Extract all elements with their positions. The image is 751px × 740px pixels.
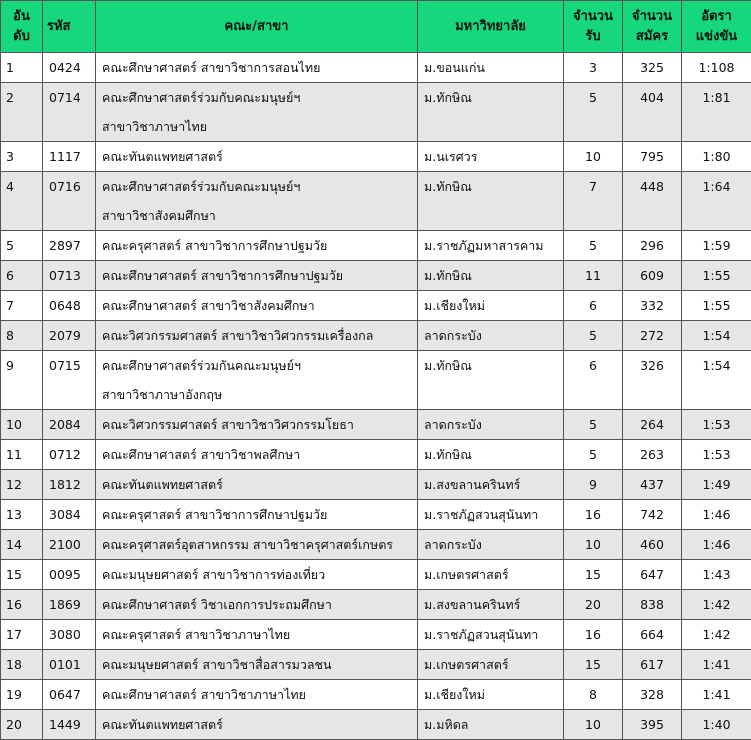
faculty-line: คณะวิศวกรรมศาสตร์ สาขาวิชาวิศวกรรมโยธา — [102, 410, 417, 439]
faculty-cell — [96, 440, 418, 470]
faculty-line: สาขาวิชาภาษาไทย — [102, 112, 417, 141]
ratio-cell: 1:55 — [682, 291, 751, 321]
quota-cell: 11 — [564, 261, 623, 291]
faculty-cell — [96, 53, 418, 83]
code-cell: 0095 — [43, 560, 96, 590]
university-cell: ลาดกระบัง — [418, 410, 564, 440]
table-row — [1, 321, 751, 351]
rank-cell: 9 — [1, 351, 43, 410]
faculty-cell — [96, 261, 418, 291]
table-row — [1, 500, 751, 530]
applicants-cell: 838 — [623, 590, 682, 620]
applicants-cell: 328 — [623, 680, 682, 710]
table-row — [1, 650, 751, 680]
quota-cell: 5 — [564, 440, 623, 470]
applicants-cell: 272 — [623, 321, 682, 351]
faculty-line: คณะครุศาสตร์ สาขาวิชาภาษาไทย — [102, 620, 417, 649]
faculty-cell — [96, 500, 418, 530]
faculty-line: คณะศึกษาศาสตร์ สาขาวิชาการศึกษาปฐมวัย — [102, 261, 417, 290]
applicants-cell: 395 — [623, 710, 682, 740]
quota-cell: 6 — [564, 351, 623, 410]
quota-cell: 20 — [564, 590, 623, 620]
university-cell: ม.มหิดล — [418, 710, 564, 740]
rank-cell: 5 — [1, 231, 43, 261]
faculty-line: สาขาวิชาภาษาอังกฤษ — [102, 380, 417, 409]
university-cell: ม.ทักษิณ — [418, 440, 564, 470]
header-university: มหาวิทยาลัย — [418, 1, 564, 53]
faculty-cell — [96, 710, 418, 740]
faculty-cell — [96, 291, 418, 321]
applicants-cell: 296 — [623, 231, 682, 261]
rank-cell: 6 — [1, 261, 43, 291]
applicants-cell: 609 — [623, 261, 682, 291]
faculty-line: คณะศึกษาศาสตร์ร่วมกับคณะมนุษย์ฯ — [102, 83, 417, 112]
faculty-line: คณะวิศวกรรมศาสตร์ สาขาวิชาวิศวกรรมเครื่องกล — [102, 321, 417, 350]
code-cell: 2084 — [43, 410, 96, 440]
applicants-cell: 332 — [623, 291, 682, 321]
quota-cell: 9 — [564, 470, 623, 500]
faculty-cell — [96, 470, 418, 500]
applicants-cell: 448 — [623, 172, 682, 231]
applicants-cell: 647 — [623, 560, 682, 590]
code-cell: 0713 — [43, 261, 96, 291]
rank-cell: 8 — [1, 321, 43, 351]
faculty-cell — [96, 172, 418, 231]
faculty-line: คณะทันตแพทยศาสตร์ — [102, 470, 417, 499]
quota-cell: 5 — [564, 231, 623, 261]
university-cell: ม.ทักษิณ — [418, 172, 564, 231]
ratio-cell: 1:59 — [682, 231, 751, 261]
ratio-cell: 1:54 — [682, 351, 751, 410]
university-cell: ม.เชียงใหม่ — [418, 291, 564, 321]
university-cell: ม.เกษตรศาสตร์ — [418, 560, 564, 590]
faculty-line: คณะศึกษาศาสตร์ วิชาเอกการประถมศึกษา — [102, 590, 417, 619]
table-row — [1, 172, 751, 231]
applicants-cell: 742 — [623, 500, 682, 530]
code-cell: 3084 — [43, 500, 96, 530]
code-cell: 2079 — [43, 321, 96, 351]
faculty-line: คณะทันตแพทยศาสตร์ — [102, 142, 417, 171]
faculty-cell — [96, 680, 418, 710]
code-cell: 1117 — [43, 142, 96, 172]
faculty-cell — [96, 321, 418, 351]
table-row — [1, 231, 751, 261]
table-row — [1, 351, 751, 410]
faculty-line: คณะครุศาสตร์ สาขาวิชาการศึกษาปฐมวัย — [102, 500, 417, 529]
ratio-cell: 1:49 — [682, 470, 751, 500]
faculty-cell — [96, 590, 418, 620]
code-cell: 3080 — [43, 620, 96, 650]
table-row — [1, 710, 751, 740]
quota-cell: 3 — [564, 53, 623, 83]
faculty-line: คณะศึกษาศาสตร์ร่วมกับคณะมนุษย์ฯ — [102, 172, 417, 201]
university-cell: ม.เกษตรศาสตร์ — [418, 650, 564, 680]
university-cell: ม.ทักษิณ — [418, 83, 564, 142]
code-cell: 1869 — [43, 590, 96, 620]
rank-cell: 7 — [1, 291, 43, 321]
header-quota: จำนวน รับ — [564, 1, 623, 53]
applicants-cell: 264 — [623, 410, 682, 440]
applicants-cell: 437 — [623, 470, 682, 500]
rank-cell: 18 — [1, 650, 43, 680]
ratio-cell: 1:53 — [682, 410, 751, 440]
code-cell: 0424 — [43, 53, 96, 83]
table-header — [1, 1, 751, 53]
rank-cell: 15 — [1, 560, 43, 590]
rank-cell: 14 — [1, 530, 43, 560]
applicants-cell: 263 — [623, 440, 682, 470]
faculty-cell — [96, 560, 418, 590]
quota-cell: 10 — [564, 710, 623, 740]
rank-cell: 17 — [1, 620, 43, 650]
table-row — [1, 142, 751, 172]
rank-cell: 12 — [1, 470, 43, 500]
applicants-cell: 460 — [623, 530, 682, 560]
header-rank: อัน ดับ — [1, 1, 43, 53]
faculty-line: คณะทันตแพทยศาสตร์ — [102, 710, 417, 739]
header-applicants: จำนวน สมัคร — [623, 1, 682, 53]
applicants-cell: 664 — [623, 620, 682, 650]
university-cell: ม.นเรศวร — [418, 142, 564, 172]
faculty-cell — [96, 231, 418, 261]
ratio-cell: 1:53 — [682, 440, 751, 470]
quota-cell: 7 — [564, 172, 623, 231]
faculty-line: คณะศึกษาศาสตร์ สาขาวิชาการสอนไทย — [102, 53, 417, 82]
faculty-cell — [96, 83, 418, 142]
quota-cell: 15 — [564, 560, 623, 590]
table-row — [1, 470, 751, 500]
applicants-cell: 404 — [623, 83, 682, 142]
code-cell: 0101 — [43, 650, 96, 680]
ratio-cell: 1:108 — [682, 53, 751, 83]
table-row — [1, 560, 751, 590]
header-faculty: คณะ/สาขา — [96, 1, 418, 53]
header-code: รหัส — [43, 1, 96, 53]
table-row — [1, 440, 751, 470]
faculty-cell — [96, 351, 418, 410]
applicants-cell: 326 — [623, 351, 682, 410]
code-cell: 1812 — [43, 470, 96, 500]
ratio-cell: 1:40 — [682, 710, 751, 740]
ratio-cell: 1:41 — [682, 650, 751, 680]
table-row — [1, 291, 751, 321]
rank-cell: 1 — [1, 53, 43, 83]
university-cell: ม.ราชภัฏสวนสุนันทา — [418, 620, 564, 650]
quota-cell: 5 — [564, 83, 623, 142]
quota-cell: 10 — [564, 142, 623, 172]
quota-cell: 16 — [564, 500, 623, 530]
faculty-cell — [96, 530, 418, 560]
code-cell: 0712 — [43, 440, 96, 470]
faculty-line: คณะศึกษาศาสตร์ สาขาวิชาภาษาไทย — [102, 680, 417, 709]
quota-cell: 5 — [564, 321, 623, 351]
ratio-cell: 1:46 — [682, 530, 751, 560]
ratio-cell: 1:41 — [682, 680, 751, 710]
rank-cell: 10 — [1, 410, 43, 440]
quota-cell: 16 — [564, 620, 623, 650]
table-row — [1, 261, 751, 291]
faculty-line: คณะศึกษาศาสตร์ สาขาวิชาพลศึกษา — [102, 440, 417, 469]
applicants-cell: 795 — [623, 142, 682, 172]
table-row — [1, 530, 751, 560]
faculty-cell — [96, 620, 418, 650]
faculty-line: คณะศึกษาศาสตร์ร่วมกันคณะมนุษย์ฯ — [102, 351, 417, 380]
faculty-line: สาขาวิชาสังคมศึกษา — [102, 201, 417, 230]
quota-cell: 5 — [564, 410, 623, 440]
applicants-cell: 325 — [623, 53, 682, 83]
faculty-cell — [96, 650, 418, 680]
rank-cell: 19 — [1, 680, 43, 710]
table-row — [1, 83, 751, 142]
university-cell: ม.สงขลานครินทร์ — [418, 590, 564, 620]
university-cell: ลาดกระบัง — [418, 530, 564, 560]
university-cell: ม.สงขลานครินทร์ — [418, 470, 564, 500]
ratio-cell: 1:64 — [682, 172, 751, 231]
ratio-cell: 1:80 — [682, 142, 751, 172]
rank-cell: 11 — [1, 440, 43, 470]
code-cell: 2897 — [43, 231, 96, 261]
faculty-line: คณะครุศาสตร์อุตสาหกรรม สาขาวิชาครุศาสตร์เกษตร — [102, 530, 417, 559]
ratio-cell: 1:42 — [682, 590, 751, 620]
faculty-line: คณะมนุษยศาสตร์ สาขาวิชาสื่อสารมวลชน — [102, 650, 417, 679]
table-body — [1, 53, 751, 740]
header-ratio: อัตรา แข่งขัน — [682, 1, 751, 53]
university-cell: ลาดกระบัง — [418, 321, 564, 351]
applicants-cell: 617 — [623, 650, 682, 680]
table-row — [1, 53, 751, 83]
faculty-line: คณะศึกษาศาสตร์ สาขาวิชาสังคมศึกษา — [102, 291, 417, 320]
faculty-cell — [96, 410, 418, 440]
quota-cell: 8 — [564, 680, 623, 710]
university-cell: ม.ราชภัฏสวนสุนันทา — [418, 500, 564, 530]
table-row — [1, 620, 751, 650]
code-cell: 0715 — [43, 351, 96, 410]
rank-cell: 16 — [1, 590, 43, 620]
code-cell: 0648 — [43, 291, 96, 321]
rank-cell: 20 — [1, 710, 43, 740]
faculty-line: คณะครุศาสตร์ สาขาวิชาการศึกษาปฐมวัย — [102, 231, 417, 260]
university-cell: ม.เชียงใหม่ — [418, 680, 564, 710]
ratio-cell: 1:43 — [682, 560, 751, 590]
ratio-cell: 1:55 — [682, 261, 751, 291]
ratio-cell: 1:46 — [682, 500, 751, 530]
faculty-line: คณะมนุษยศาสตร์ สาขาวิชาการท่องเที่ยว — [102, 560, 417, 589]
code-cell: 2100 — [43, 530, 96, 560]
university-cell: ม.ขอนแก่น — [418, 53, 564, 83]
rank-cell: 4 — [1, 172, 43, 231]
code-cell: 0647 — [43, 680, 96, 710]
ratio-cell: 1:81 — [682, 83, 751, 142]
quota-cell: 6 — [564, 291, 623, 321]
university-cell: ม.ทักษิณ — [418, 261, 564, 291]
code-cell: 1449 — [43, 710, 96, 740]
rank-cell: 3 — [1, 142, 43, 172]
rank-cell: 2 — [1, 83, 43, 142]
university-cell: ม.ทักษิณ — [418, 351, 564, 410]
table-row — [1, 590, 751, 620]
table-row — [1, 410, 751, 440]
rank-cell: 13 — [1, 500, 43, 530]
faculty-cell — [96, 142, 418, 172]
table-row — [1, 680, 751, 710]
quota-cell: 15 — [564, 650, 623, 680]
university-cell: ม.ราชภัฏมหาสารคาม — [418, 231, 564, 261]
code-cell: 0716 — [43, 172, 96, 231]
code-cell: 0714 — [43, 83, 96, 142]
ratio-cell: 1:42 — [682, 620, 751, 650]
ratio-cell: 1:54 — [682, 321, 751, 351]
quota-cell: 10 — [564, 530, 623, 560]
